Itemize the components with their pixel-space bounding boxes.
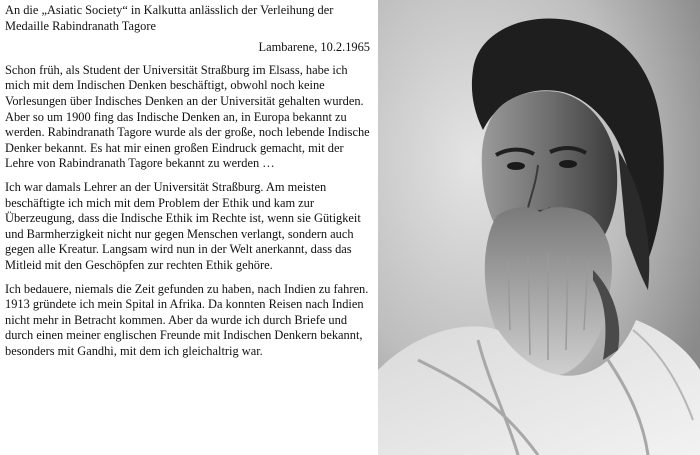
portrait-photo [378, 0, 700, 455]
paragraph-3: Ich bedauere, niemals die Zeit gefunden zu haben, nach Indien zu fahren. 1913 gründete ich mein Spital in Afrika. Da konnten Reisen nach Indien nicht mehr in Betracht kommen. Aber da wurde ich durch Briefe und durch einen meiner englischen Freunde mit Indischen Denkern bekannt, besonders mit Gandhi, mit dem ich gleichaltrig war. [5, 281, 369, 358]
letter-dateline: Lambarene, 10.2.1965 [258, 40, 370, 55]
letter-heading: An die „Asiatic Society“ in Kalkutta anlässlich der Verleihung der Medaille Rabindranath Tagore [5, 3, 334, 33]
letter-text [5, 3, 370, 367]
paragraph-2: Ich war damals Lehrer an der Universität Straßburg. Am meisten beschäftigte ich mich mit dem Problem der Ethik und kam zur Überzeugung, dass die Indische Ethik im Rechte ist, wenn sie Gütigkeit und Barmherzigkeit nicht nur gegen Menschen verlangt, sondern auch gegen alle Kreatur. Langsam wird nun in der Welt anerkannt, dass das Mitleid mit den Geschöpfen zur rechten Ethik gehöre. [5, 179, 361, 272]
paragraph-1: Schon früh, als Student der Universität Straßburg im Elsass, habe ich mich mit dem Indischen Denken beschäftigt, obwohl noch keine Vorlesungen über Indisches Denken an der Universität gehalten wurden. Aber so um 1900 fing das Indische Denken an, in Europa bekannt zu werden. Rabindranath Tagore wurde als der große, noch lebende Indische Denker bekannt. Es hat mir einen großen Eindruck gemacht, mit der Lehre von Rabindranath Tagore bekannt zu werden … [5, 62, 370, 171]
